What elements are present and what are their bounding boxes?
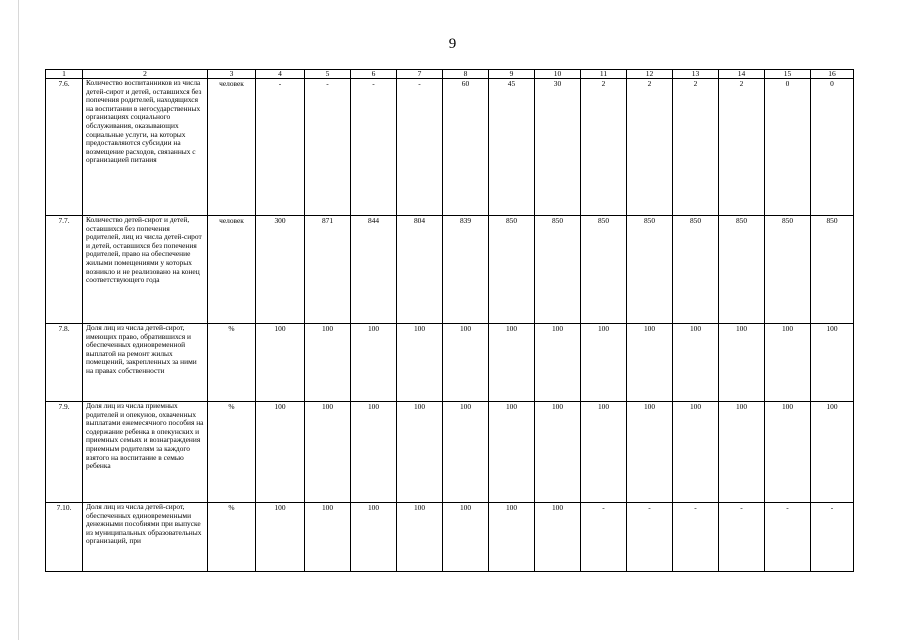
value-cell: 850: [581, 216, 627, 324]
value-cell: -: [811, 503, 854, 572]
indicator-description: Количество детей-сирот и детей, оставшихся без попечения родителей, лиц из числа детей-сирот и детей, оставшихся без попечения родителей, право на обеспечение жилыми помещениями у которых возникло и не реализовано на конец соответствующего года: [83, 216, 208, 324]
column-number: 9: [489, 70, 535, 79]
value-cell: 839: [443, 216, 489, 324]
value-cell: 100: [351, 324, 397, 402]
value-cell: 804: [397, 216, 443, 324]
indicator-description: Доля лиц из числа детей-сирот, имеющих право, обратившихся и обеспеченных единовременной выплатой на ремонт жилых помещений, закрепленных за ними на правах собственности: [83, 324, 208, 402]
value-cell: 100: [581, 324, 627, 402]
value-cell: 850: [765, 216, 811, 324]
value-cell: 100: [351, 503, 397, 572]
row-number: 7.8.: [46, 324, 83, 402]
value-cell: 45: [489, 79, 535, 216]
value-cell: 100: [256, 324, 305, 402]
scan-edge-line: [18, 0, 19, 640]
row-number: 7.10.: [46, 503, 83, 572]
value-cell: 100: [673, 402, 719, 503]
indicator-description: Доля лиц из числа приемных родителей и опекунов, охваченных выплатами ежемесячного пособия на содержание ребенка в опекунских и приемных семьях и вознаграждения приемным родителям за каждого взятого на воспитание в семью ребенка: [83, 402, 208, 503]
value-cell: -: [673, 503, 719, 572]
value-cell: 100: [305, 402, 351, 503]
column-number: 10: [535, 70, 581, 79]
value-cell: 2: [627, 79, 673, 216]
column-number: 3: [208, 70, 256, 79]
value-cell: 100: [489, 503, 535, 572]
column-number: 7: [397, 70, 443, 79]
value-cell: 100: [397, 324, 443, 402]
column-number: 1: [46, 70, 83, 79]
value-cell: 100: [256, 402, 305, 503]
page-number: 9: [448, 36, 457, 52]
column-number: 14: [719, 70, 765, 79]
value-cell: 60: [443, 79, 489, 216]
value-cell: 100: [351, 402, 397, 503]
column-number: 2: [83, 70, 208, 79]
column-number: 5: [305, 70, 351, 79]
value-cell: 850: [489, 216, 535, 324]
value-cell: 850: [719, 216, 765, 324]
value-cell: -: [256, 79, 305, 216]
value-cell: 300: [256, 216, 305, 324]
value-cell: 100: [811, 324, 854, 402]
value-cell: 100: [673, 324, 719, 402]
value-cell: 100: [535, 324, 581, 402]
value-cell: 100: [535, 402, 581, 503]
column-number: 12: [627, 70, 673, 79]
unit-cell: %: [208, 503, 256, 572]
indicator-description: Доля лиц из числа детей-сирот, обеспеченных единовременными денежными пособиями при выпуске из муниципальных образовательных организаций, при: [83, 503, 208, 572]
value-cell: 2: [673, 79, 719, 216]
value-cell: 850: [673, 216, 719, 324]
column-number: 15: [765, 70, 811, 79]
value-cell: -: [627, 503, 673, 572]
column-number-row: [46, 70, 854, 79]
value-cell: 30: [535, 79, 581, 216]
value-cell: 2: [581, 79, 627, 216]
table-row: [46, 216, 854, 324]
row-number: 7.9.: [46, 402, 83, 503]
value-cell: 100: [397, 503, 443, 572]
value-cell: 100: [719, 324, 765, 402]
value-cell: 100: [443, 324, 489, 402]
column-number: 11: [581, 70, 627, 79]
value-cell: -: [351, 79, 397, 216]
value-cell: 100: [305, 324, 351, 402]
value-cell: 100: [397, 402, 443, 503]
indicator-description: Количество воспитанников из числа детей-сирот и детей, оставшихся без попечения родителей, находящихся на воспитании в негосударственных организациях социального обслуживания, оказывающих социальные услуги, на которых предоставляются субсидии на возмещение расходов, связанных с организацией питания: [83, 79, 208, 216]
value-cell: 0: [811, 79, 854, 216]
column-number: 8: [443, 70, 489, 79]
column-number: 13: [673, 70, 719, 79]
value-cell: 100: [535, 503, 581, 572]
table-row: [46, 324, 854, 402]
value-cell: 100: [765, 402, 811, 503]
value-cell: 850: [811, 216, 854, 324]
value-cell: -: [397, 79, 443, 216]
value-cell: 100: [627, 402, 673, 503]
column-number: 4: [256, 70, 305, 79]
value-cell: 100: [765, 324, 811, 402]
value-cell: 100: [719, 402, 765, 503]
row-number: 7.6.: [46, 79, 83, 216]
unit-cell: человек: [208, 79, 256, 216]
value-cell: -: [581, 503, 627, 572]
value-cell: 850: [627, 216, 673, 324]
column-number: 6: [351, 70, 397, 79]
value-cell: 100: [443, 402, 489, 503]
table-row: [46, 79, 854, 216]
value-cell: 100: [256, 503, 305, 572]
unit-cell: %: [208, 402, 256, 503]
value-cell: 100: [581, 402, 627, 503]
value-cell: -: [765, 503, 811, 572]
table-row: [46, 503, 854, 572]
indicator-table: [45, 69, 854, 572]
value-cell: 2: [719, 79, 765, 216]
value-cell: 100: [489, 402, 535, 503]
unit-cell: человек: [208, 216, 256, 324]
row-number: 7.7.: [46, 216, 83, 324]
value-cell: 100: [443, 503, 489, 572]
value-cell: 100: [627, 324, 673, 402]
value-cell: 100: [305, 503, 351, 572]
value-cell: 0: [765, 79, 811, 216]
value-cell: 850: [535, 216, 581, 324]
value-cell: -: [719, 503, 765, 572]
value-cell: 844: [351, 216, 397, 324]
unit-cell: %: [208, 324, 256, 402]
value-cell: 871: [305, 216, 351, 324]
column-number: 16: [811, 70, 854, 79]
table-row: [46, 402, 854, 503]
value-cell: -: [305, 79, 351, 216]
value-cell: 100: [489, 324, 535, 402]
value-cell: 100: [811, 402, 854, 503]
